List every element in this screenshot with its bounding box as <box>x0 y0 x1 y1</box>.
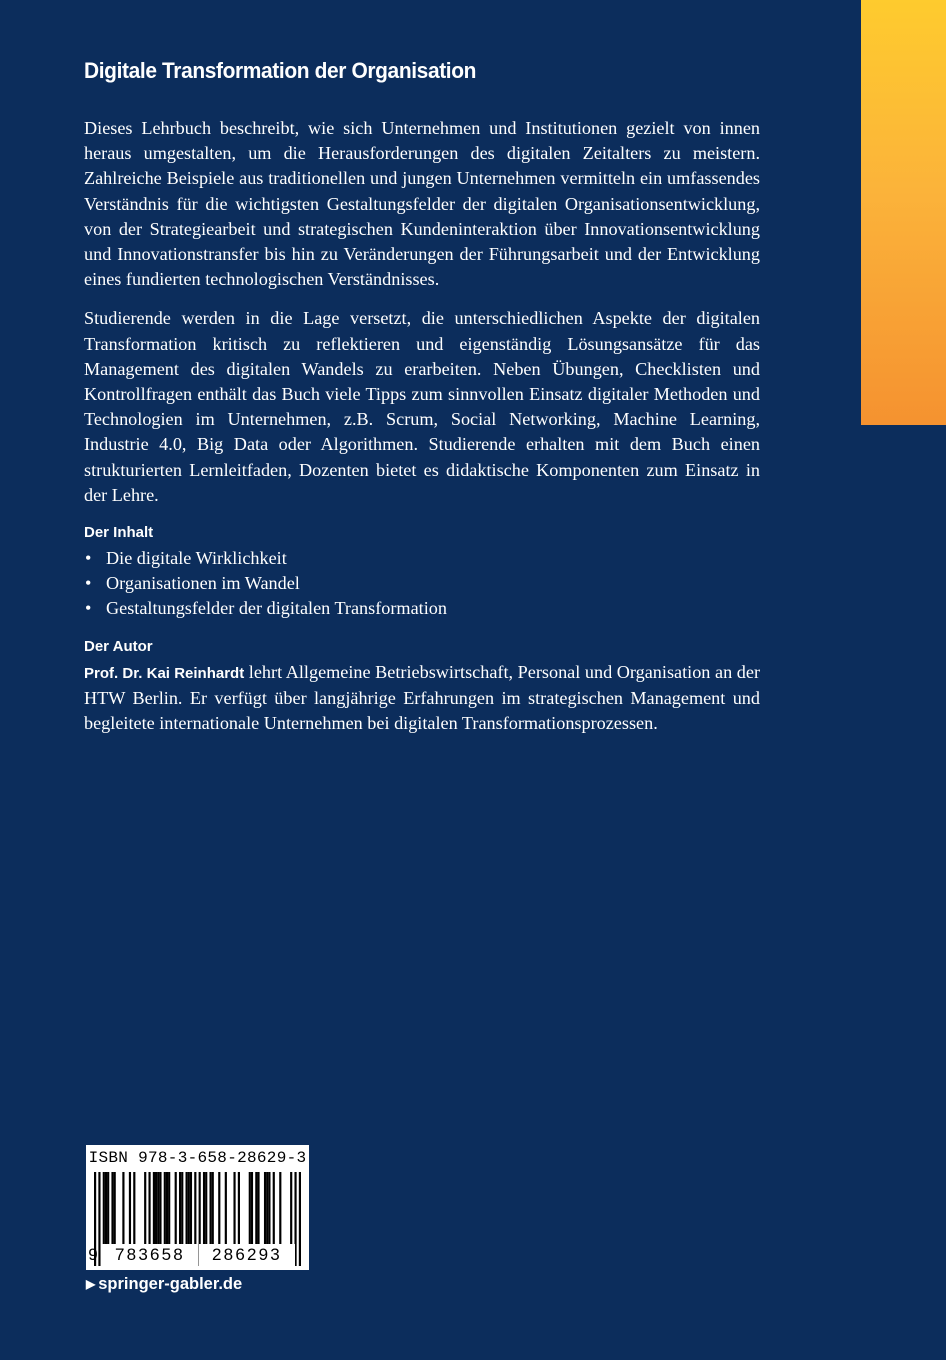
bullet-icon: • <box>85 573 92 594</box>
barcode-bar <box>205 1172 207 1246</box>
author-name: Prof. Dr. Kai Reinhardt <box>84 664 245 682</box>
barcode-bar <box>268 1172 270 1246</box>
barcode-bar <box>122 1172 124 1246</box>
isbn-barcode <box>86 1145 309 1270</box>
list-item-label: Gestaltungsfelder der digitalen Transformation <box>106 598 447 619</box>
barcode-bar <box>159 1172 161 1246</box>
barcode-bar <box>212 1172 214 1246</box>
barcode-bar <box>186 1172 188 1246</box>
book-title: Digitale Transformation der Organisation <box>84 58 477 83</box>
contents-heading: Der Inhalt <box>84 524 154 542</box>
barcode-bar <box>266 1172 268 1246</box>
author-bio <box>84 660 760 737</box>
barcode-bar <box>148 1172 150 1246</box>
isbn-label: ISBN 978-3-658-28629-3 <box>88 1149 307 1167</box>
barcode-bar <box>133 1172 135 1246</box>
author-heading: Der Autor <box>84 637 153 655</box>
barcode-bar <box>203 1172 205 1246</box>
publisher-url: springer-gabler.de <box>98 1275 243 1293</box>
bullet-icon: • <box>85 548 92 569</box>
barcode-bar <box>166 1172 168 1246</box>
description-paragraph-1: Dieses Lehrbuch beschreibt, wie sich Unternehmen und Institutionen gezielt von innen heraus umgestalten, um die Herausforderungen des digitalen Zeitalters zu meistern. Zahlreiche Beispiele aus traditionellen und jungen Unternehmen vermitteln ein umfassendes Verständnis für die wichtigsten Gestaltungsfelder der digitalen Organisationsentwicklung, von der Strategiearbeit und strategischen Kundeninteraktion über Innovationsentwicklung und Innovationstransfer bis hin zu Veränderungen der Führungsarbeit und der Entwicklung eines fundierten technologischen Verständnisses. <box>84 118 760 290</box>
list-item-label: Die digitale Wirklichkeit <box>106 548 287 569</box>
barcode-bar <box>188 1172 190 1246</box>
barcode-bar <box>251 1172 253 1246</box>
barcode-bar <box>190 1172 192 1246</box>
barcode-bar <box>273 1172 275 1246</box>
barcode-bar <box>279 1172 281 1246</box>
barcode-bar <box>175 1172 177 1246</box>
barcode-digits <box>88 1244 307 1266</box>
play-arrow-icon: ▶ <box>86 1277 96 1291</box>
barcode-bar <box>290 1172 292 1246</box>
barcode-bar <box>225 1172 227 1246</box>
accent-color-bar <box>861 0 946 425</box>
barcode-bar <box>105 1172 107 1246</box>
publisher-link[interactable] <box>86 1275 242 1294</box>
barcode-bar <box>164 1172 166 1246</box>
barcode-bar <box>144 1172 146 1246</box>
list-item <box>84 546 760 571</box>
barcode-bar <box>168 1172 170 1246</box>
barcode-bar <box>107 1172 109 1246</box>
barcode-bar <box>218 1172 220 1246</box>
barcode-bar <box>103 1172 105 1246</box>
barcode-bar <box>155 1172 157 1246</box>
barcode-bar <box>157 1172 159 1246</box>
barcode-bar <box>238 1172 240 1246</box>
barcode-bar <box>111 1172 113 1246</box>
bullet-icon: • <box>85 598 92 619</box>
barcode-bar <box>257 1172 259 1246</box>
barcode-bar <box>181 1172 183 1246</box>
barcode-bar <box>209 1172 211 1246</box>
barcode-bar <box>179 1172 181 1246</box>
barcode-bar <box>129 1172 131 1246</box>
barcode-bar <box>153 1172 155 1246</box>
list-item <box>84 571 760 596</box>
barcode-bar <box>114 1172 116 1246</box>
back-cover-text <box>84 58 760 736</box>
list-item <box>84 596 760 621</box>
barcode-right-digits: 286293 <box>199 1244 295 1266</box>
barcode-bar <box>233 1172 235 1246</box>
barcode-bar <box>255 1172 257 1246</box>
barcode-bar <box>249 1172 251 1246</box>
list-item-label: Organisationen im Wandel <box>106 573 300 594</box>
description-paragraph-2: Studierende werden in die Lage versetzt, die unterschiedlichen Aspekte der digitalen Transformation kritisch zu reflektieren und eigenständig Lösungsansätze für das Management des digitalen Wandels zu erarbeiten. Neben Übungen, Checklisten und Kontrollfragen enthält das Buch viele Tipps zum sinnvollen Einsatz digitaler Methoden und Technologien im Unternehmen, z.B. Scrum, Social Networking, Machine Learning, Industrie 4.0, Big Data oder Algorithmen. Studierende erhalten mit dem Buch einen strukturierten Lernleitfaden, Dozenten bietet es didaktische Komponenten zum Einsatz in der Lehre. <box>84 308 760 505</box>
contents-list <box>84 546 760 622</box>
barcode-left-digits: 783658 <box>102 1244 198 1266</box>
barcode-lead-digit: 9 <box>88 1245 98 1264</box>
author-bio-text: lehrt Allgemeine Betriebswirtschaft, Personal und Organisation an der HTW Berlin. Er verfügt über langjährige Erfahrungen im strategischen Management und begleitete internationale Unternehmen bei digitalen Transformationsprozessen. <box>84 661 760 734</box>
barcode-bar <box>264 1172 266 1246</box>
